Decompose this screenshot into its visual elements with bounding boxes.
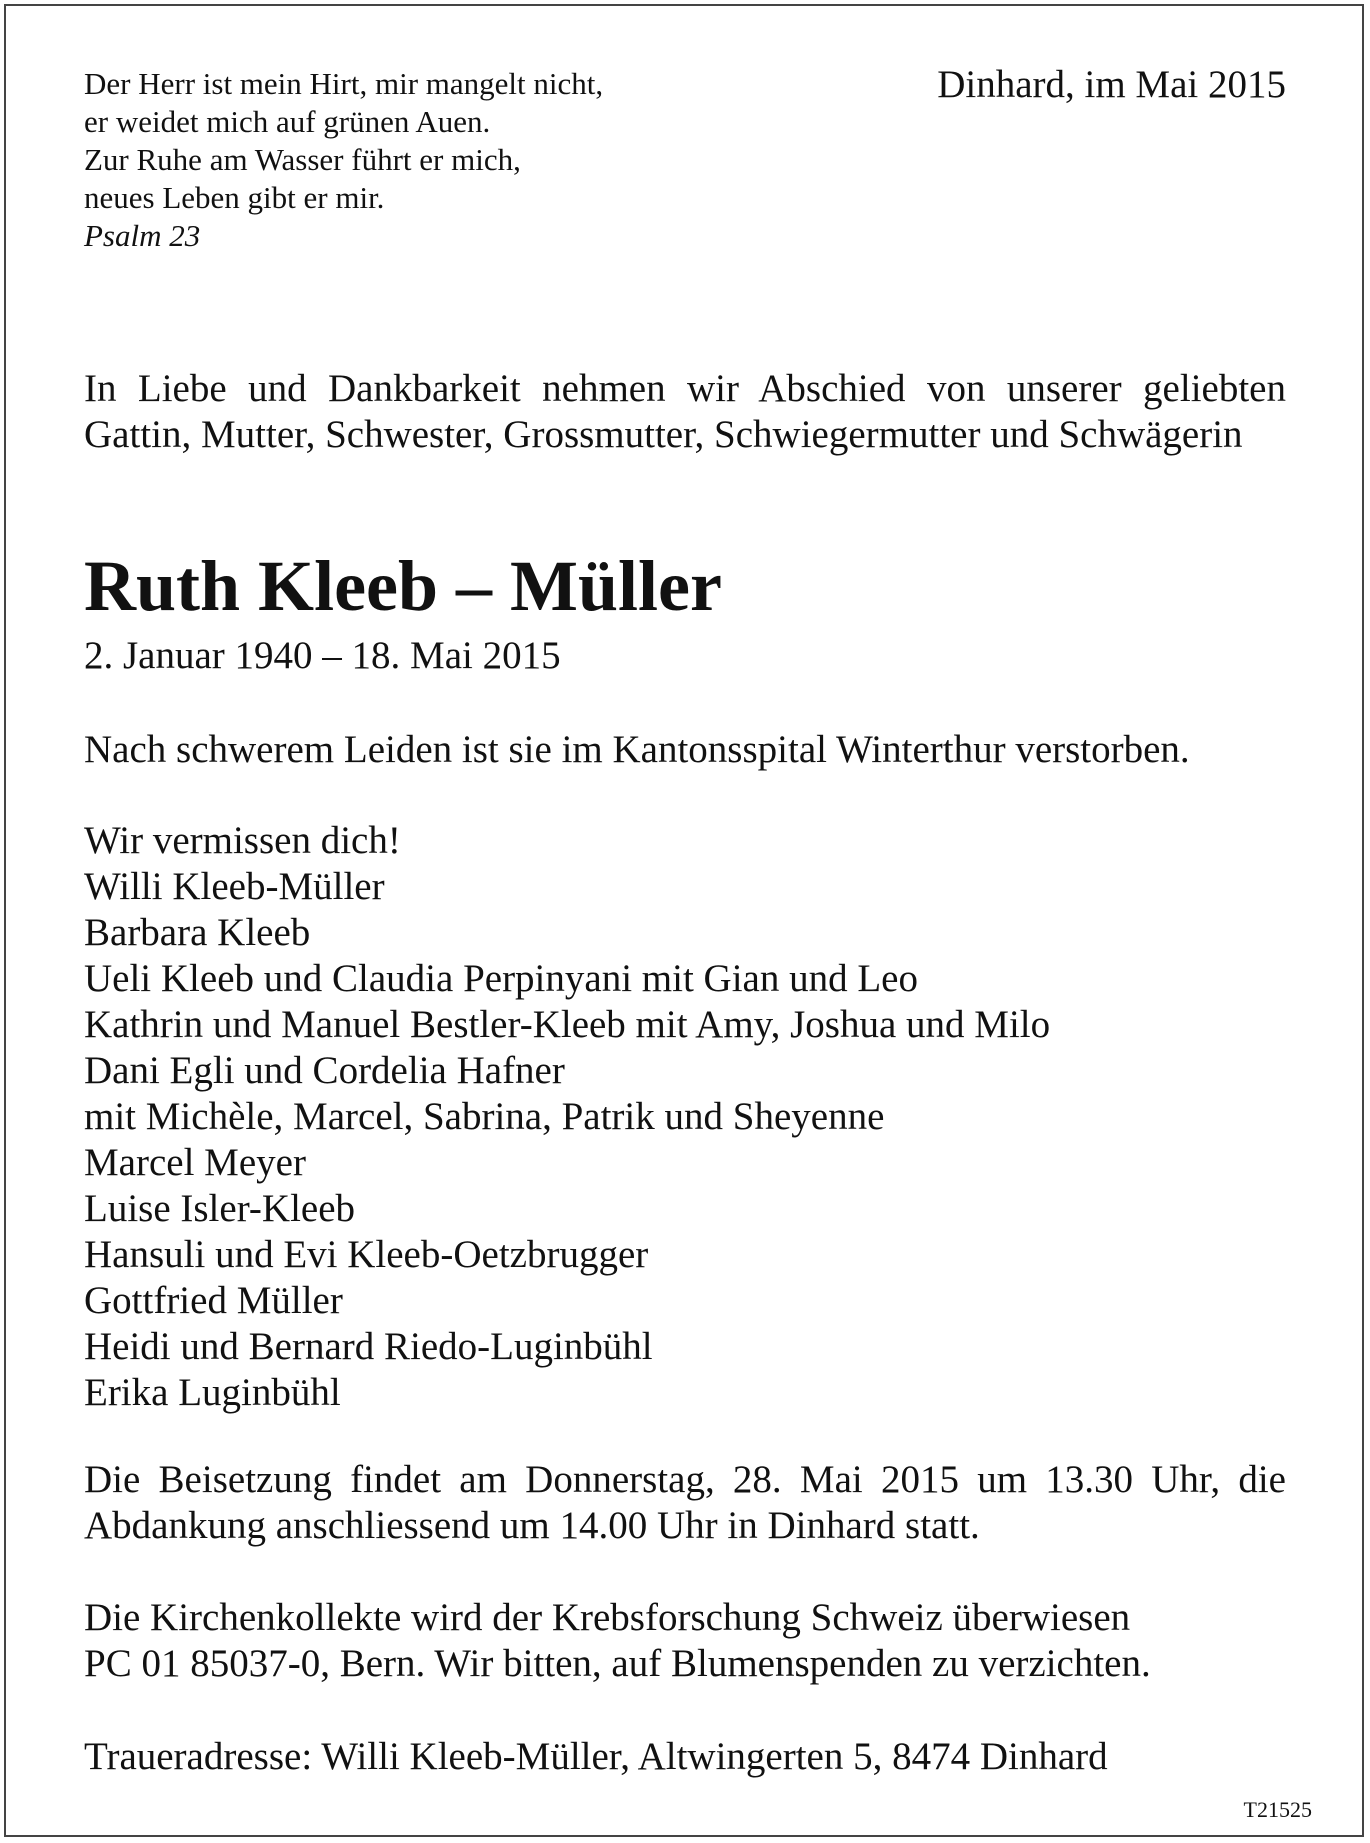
mourner-line: Kathrin und Manuel Bestler-Kleeb mit Amy, Joshua und Milo xyxy=(84,1003,1051,1046)
funeral-info: Die Beisetzung findet am Donnerstag, 28. Mai 2015 um 13.30 Uhr, die Abdankung anschliessend um 14.00 Uhr in Dinhard statt. xyxy=(84,1458,1286,1547)
mourner-line: mit Michèle, Marcel, Sabrina, Patrik und Sheyenne xyxy=(84,1095,885,1138)
deceased-name: Ruth Kleeb – Müller xyxy=(84,546,722,626)
mourner-line: Hansuli und Evi Kleeb-Oetzbrugger xyxy=(84,1233,649,1276)
death-note: Nach schwerem Leiden ist sie im Kantonsspital Winterthur verstorben. xyxy=(84,728,1190,771)
psalm-line: neues Leben gibt er mir. xyxy=(84,180,385,215)
mourner-line: Gottfried Müller xyxy=(84,1279,343,1322)
life-dates: 2. Januar 1940 – 18. Mai 2015 xyxy=(84,634,561,677)
mourner-line: Marcel Meyer xyxy=(84,1141,306,1184)
mourner-line: Barbara Kleeb xyxy=(84,911,311,954)
collection-line: Die Kirchenkollekte wird der Krebsforschung Schweiz überwiesen xyxy=(84,1596,1131,1639)
intro-text: In Liebe und Dankbarkeit nehmen wir Abschied von unserer geliebten Gattin, Mutter, Schwester, Grossmutter, Schwiegermutter und Schwägerin xyxy=(84,367,1286,456)
mourner-line: Dani Egli und Cordelia Hafner xyxy=(84,1049,565,1092)
collection-line: PC 01 85037-0, Bern. Wir bitten, auf Blumenspenden zu verzichten. xyxy=(84,1642,1151,1685)
ad-code: T21525 xyxy=(1243,1797,1312,1822)
psalm-line: Der Herr ist mein Hirt, mir mangelt nicht, xyxy=(84,66,604,101)
mourning-address: Traueradresse: Willi Kleeb-Müller, Altwingerten 5, 8474 Dinhard xyxy=(84,1735,1108,1778)
mourner-line: Erika Luginbühl xyxy=(84,1371,341,1414)
mourner-line: Wir vermissen dich! xyxy=(84,819,401,862)
psalm-reference: Psalm 23 xyxy=(84,218,201,253)
mourners-list xyxy=(84,818,1050,1416)
psalm-line: er weidet mich auf grünen Auen. xyxy=(84,104,491,139)
place-date: Dinhard, im Mai 2015 xyxy=(937,63,1286,106)
psalm-line: Zur Ruhe am Wasser führt er mich, xyxy=(84,142,521,177)
mourner-line: Willi Kleeb-Müller xyxy=(84,865,385,908)
collection-info xyxy=(84,1595,1151,1687)
psalm-quote xyxy=(84,65,603,255)
mourner-line: Luise Isler-Kleeb xyxy=(84,1187,356,1230)
mourner-line: Ueli Kleeb und Claudia Perpinyani mit Gian und Leo xyxy=(84,957,918,1000)
mourner-line: Heidi und Bernard Riedo-Luginbühl xyxy=(84,1325,653,1368)
